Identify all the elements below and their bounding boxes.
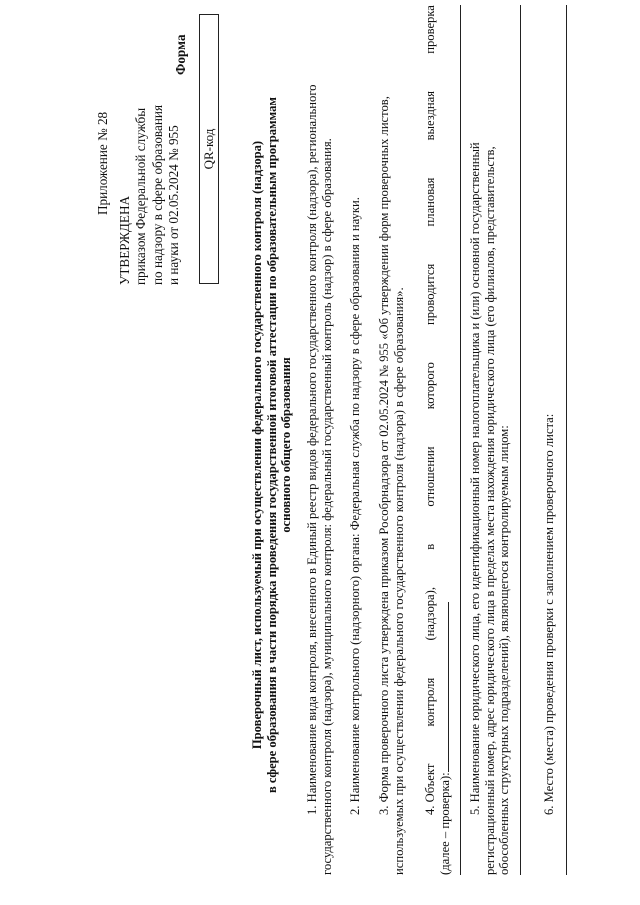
item-2-line: 2. Наименование контрольного (надзорного) органа: Федеральная служба по надзору в сфере образования и науки. <box>348 197 362 815</box>
item-4-word: выездная <box>423 90 437 141</box>
qr-code-label: QR-код <box>201 128 216 170</box>
item-1-line: 1. Наименование вида контроля, внесенного в Единый реестр видов федерального государственного контроля (надзора), регионального <box>305 84 319 815</box>
approval-line: и науки от 02.05.2024 № 955 <box>166 125 181 285</box>
approval-line: приказом Федеральной службы <box>133 107 148 285</box>
item-4-line <box>423 5 438 875</box>
approved-label: УТВЕРЖДЕНА <box>117 195 132 285</box>
approval-block <box>133 105 183 285</box>
item-4 <box>423 5 452 875</box>
item-4-word: проверка <box>423 5 437 54</box>
item-3 <box>377 5 406 875</box>
item-1 <box>305 5 334 875</box>
fill-in-line[interactable] <box>566 5 567 875</box>
fill-in-line[interactable] <box>460 5 461 875</box>
item-3-line: 3. Форма проверочного листа утверждена приказом Рособрнадзора от 02.05.2024 № 955 «Об утверждении форм проверочных листов, <box>377 96 391 815</box>
item-5 <box>468 5 512 875</box>
item-4-word: (надзора), <box>423 587 437 641</box>
fill-in-line[interactable] <box>520 5 521 875</box>
item-4-word: которого <box>423 362 437 410</box>
item-4-word: проводится <box>423 263 437 325</box>
title-line: основного общего образования <box>279 357 293 533</box>
item-4-word: отношении <box>423 446 437 507</box>
item-5-line: 5. Наименование юридического лица, его идентификационный номер налогоплательщика и (или) основной государственный <box>468 142 482 815</box>
item-4-line <box>438 5 453 875</box>
item-4-tail: (далее – проверка): <box>437 772 452 875</box>
item-6-line: 6. Место (места) проведения проверки с заполнением проверочного листа: <box>542 413 556 815</box>
item-1-line: государственного контроля (надзора), муниципального контроля: федеральный государственный контроль (надзор) в сфере образования. <box>319 138 334 875</box>
item-3-line: используемых при осуществлении федерального государственного контроля (надзора) в сфере образования». <box>391 287 406 875</box>
item-4-word: контроля <box>423 677 437 727</box>
fill-in-blank[interactable] <box>438 602 449 772</box>
item-5-line: регистрационный номер, адрес юридического лица в пределах места нахождения юридического лица (его филиалов, представительств, <box>482 146 497 875</box>
item-4-word: в <box>423 543 437 550</box>
appendix-number: Приложение № 28 <box>95 111 110 215</box>
item-4-word: плановая <box>423 177 437 227</box>
document-title <box>250 45 294 845</box>
title-line: Проверочный лист, используемый при осуществлении федерального государственного контроля (надзора) <box>250 140 264 750</box>
approval-line: по надзору в сфере образования <box>149 104 165 285</box>
title-line: в сфере образования в части порядка проведения государственной итоговой аттестации по образовательным программам <box>264 97 279 794</box>
item-4-word: 4. Объект <box>423 763 437 815</box>
qr-code-box <box>199 14 219 284</box>
form-label: Форма <box>173 34 188 75</box>
item-5-line: обособленных структурных подразделений), являющегося контролируемым лицом: <box>497 425 511 875</box>
item-2 <box>348 5 363 875</box>
item-6 <box>542 5 557 875</box>
